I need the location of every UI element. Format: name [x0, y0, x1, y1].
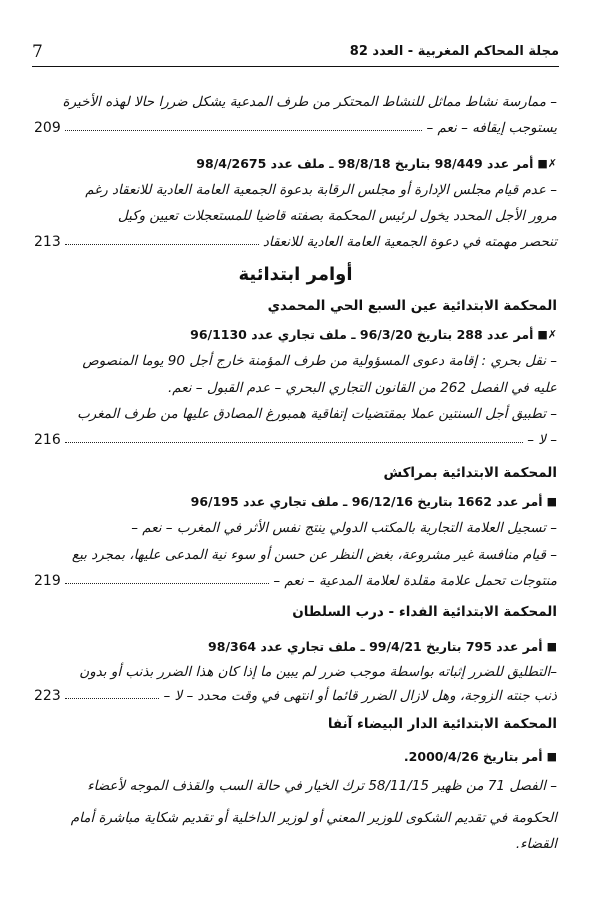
toc-line	[34, 688, 557, 704]
entry-line: –التطليق للضرر إثباته بواسطة موجب ضرر لم يبين ما إذا كان هذا الضرر بذنب أو بدون	[79, 664, 557, 680]
page-ref: 219	[34, 573, 61, 589]
entry-line: – قيام منافسة غير مشروعة، بغض النظر عن حسن أو سوء نية المدعى عليها، بمجرد بيع	[71, 547, 557, 563]
entry-heading	[34, 639, 557, 654]
entry-line: عليه في الفصل 262 من القانون التجاري البحري – عدم القبول – نعم.	[167, 380, 557, 396]
entry-line: ذنب جنته الزوجة، وهل لازال الضرر قائما أو انتهى في وقت محدد – لا –	[163, 688, 557, 704]
entry-line: تنحصر مهمته في دعوة الجمعية العامة العادية للانعقاد	[262, 234, 557, 250]
court-name: المحكمة الابتدائية بمراكش	[383, 465, 557, 481]
toc-line	[34, 234, 557, 250]
dot-leader	[65, 243, 259, 245]
entry-line: – نقل بحري : إقامة دعوى المسؤولية من طرف المؤمنة خارج أجل 90 يوما المنصوص	[82, 353, 557, 369]
marker-icon: ■	[546, 495, 557, 508]
dot-leader	[65, 582, 270, 584]
court-name: المحكمة الابتدائية الدار البيضاء آنفا	[327, 716, 557, 732]
entry-line: منتوجات تحمل علامة مقلدة لعلامة المدعية – نعم –	[273, 573, 557, 589]
page-ref: 223	[34, 688, 61, 704]
entry-heading-text: أمر عدد 1662 بتاريخ 96/12/16 ـ ملف تجاري عدد 96/195	[190, 494, 543, 509]
section-title: أوامر ابتدائية	[238, 264, 353, 285]
marker-icon: ✗■	[537, 157, 557, 170]
running-header	[32, 40, 559, 67]
dot-leader	[65, 441, 523, 443]
dot-leader	[65, 697, 160, 699]
entry-heading	[34, 494, 557, 509]
entry-line: – عدم قيام مجلس الإدارة أو مجلس الرقابة بدعوة الجمعية العامة العادية للانعقاد رغم	[85, 182, 557, 198]
court-name: المحكمة الابتدائية عين السبع الحي المحمدي	[267, 298, 557, 314]
marker-icon: ■	[546, 640, 557, 653]
entry-heading-text: أمر عدد 288 بتاريخ 96/3/20 ـ ملف تجاري عدد 96/1130	[190, 327, 534, 342]
toc-line	[34, 120, 557, 136]
court-name: المحكمة الابتدائية الفداء - درب السلطان	[292, 604, 557, 620]
entry-line: – تطبيق أجل السنتين عملا بمقتضيات إتفاقية همبورغ المصادق عليها من طرف المغرب	[77, 406, 557, 422]
entry-line: القضاء.	[515, 836, 557, 852]
entry-line: – تسجيل العلامة التجارية بالمكتب الدولي ينتج نفس الأثر في المغرب – نعم –	[131, 520, 557, 536]
page-ref: 209	[34, 120, 61, 136]
page-number: 7	[32, 42, 43, 62]
page-ref: 213	[34, 234, 61, 250]
toc-line	[34, 573, 557, 589]
dot-leader	[65, 129, 423, 131]
entry-line: يستوجب إيقافه – نعم –	[426, 120, 557, 136]
entry-line: الحكومة في تقديم الشكوى للوزير المعني أو لوزير الداخلية أو تقديم شكاية مباشرة أمام	[70, 810, 557, 826]
toc-line	[34, 432, 557, 448]
entry-heading-text: أمر عدد 98/449 بتاريخ 98/8/18 ـ ملف عدد 98/4/2675	[196, 156, 534, 171]
entry-line: – لا –	[527, 432, 557, 448]
marker-icon: ■	[546, 750, 557, 763]
entry-heading	[34, 156, 557, 171]
entry-heading-text: أمر عدد 795 بتاريخ 99/4/21 ـ ملف تجاري عدد 98/364	[208, 639, 543, 654]
journal-title: مجلة المحاكم المغربية - العدد 82	[349, 44, 559, 59]
entry-heading	[34, 749, 557, 764]
entry-heading	[34, 327, 557, 342]
entry-line: – ممارسة نشاط مماثل للنشاط المحتكر من طرف المدعية يشكل ضررا حالا لهذه الأخيرة	[62, 94, 557, 110]
entry-line: مرور الأجل المحدد يخول لرئيس المحكمة بصفته قاضيا للمستعجلات تعيين وكيل	[117, 208, 557, 224]
page-ref: 216	[34, 432, 61, 448]
marker-icon: ✗■	[537, 328, 557, 341]
entry-heading-text: أمر بتاريخ 2000/4/26.	[403, 749, 543, 764]
entry-line: – الفصل 71 من ظهير 58/11/15 ترك الخيار في حالة السب والقذف الموجه لأعضاء	[87, 778, 557, 794]
